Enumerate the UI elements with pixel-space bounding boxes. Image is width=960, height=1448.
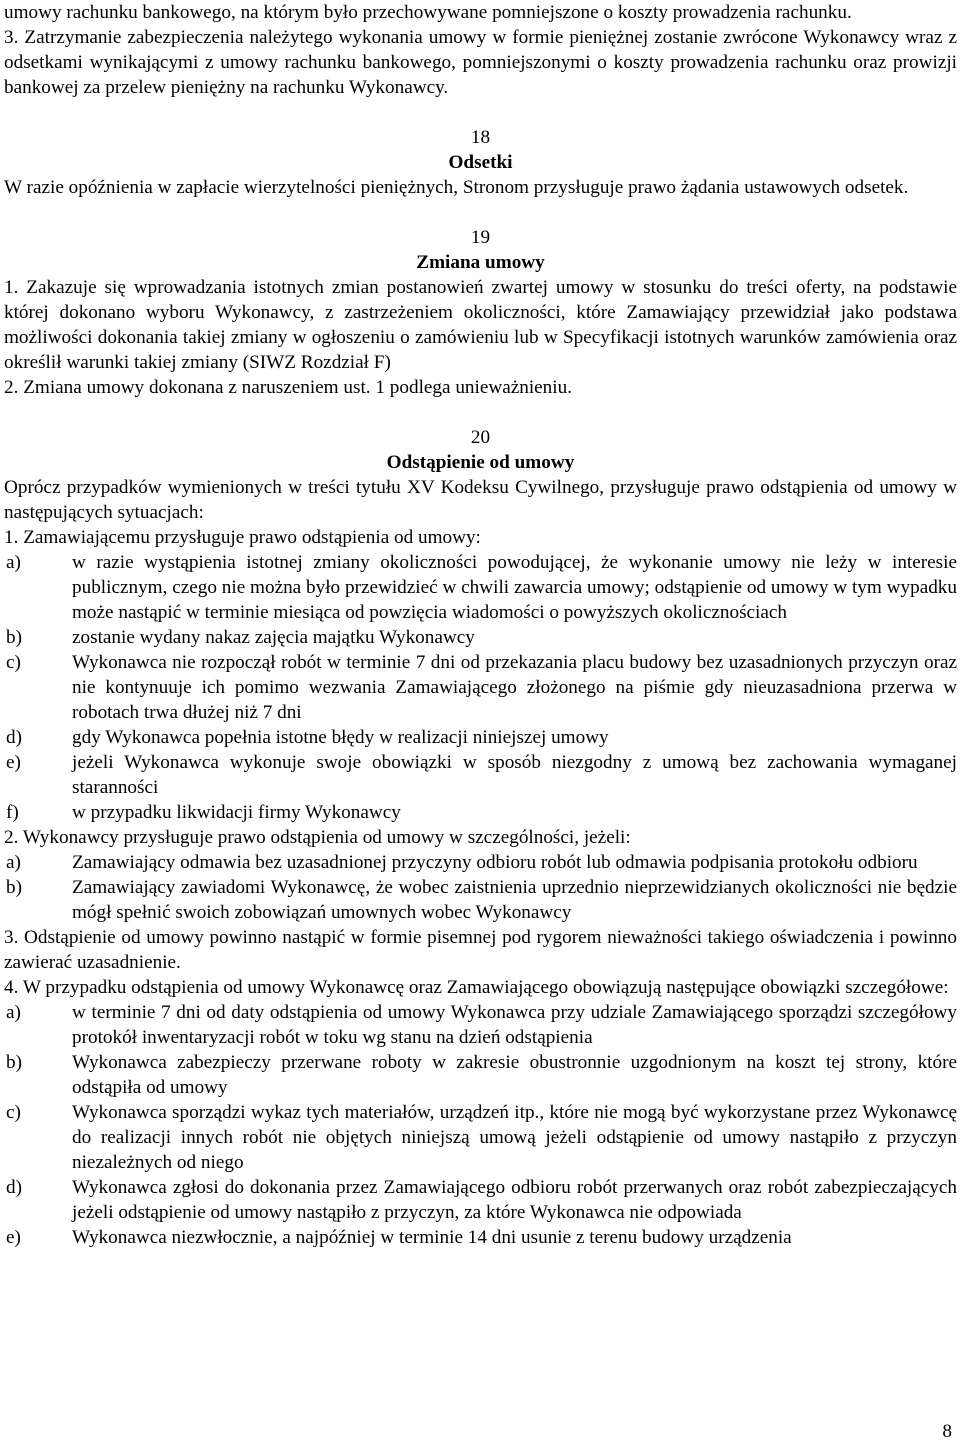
list-item-label: a)	[6, 1002, 21, 1023]
section-18-text: W razie opóźnienia w zapłacie wierzytelności pieniężnych, Stronom przysługuje prawo żądania ustawowych odsetek.	[4, 177, 909, 198]
list-item-label: d)	[6, 1177, 22, 1198]
list-item	[4, 1225, 957, 1250]
list-item-text: w przypadku likwidacji firmy Wykonawcy	[72, 802, 401, 823]
section-title: Odsetki	[448, 152, 513, 173]
section-number: 20	[470, 427, 491, 448]
list-item	[4, 1050, 957, 1100]
section-20-list-1	[4, 550, 957, 825]
section-20-list-4	[4, 1000, 957, 1250]
intro-paragraph-1: umowy rachunku bankowego, na którym było przechowywane pomniejszone o koszty prowadzenia rachunku.	[4, 2, 852, 23]
list-item-text: Wykonawca niezwłocznie, a najpóźniej w terminie 14 dni usunie z terenu budowy urządzenia	[72, 1227, 792, 1248]
list-item-label: e)	[6, 752, 21, 773]
list-item	[4, 625, 957, 650]
list-item-label: b)	[6, 627, 22, 648]
list-item	[4, 650, 957, 725]
list-item-label: a)	[6, 552, 21, 573]
list-item-label: b)	[6, 1052, 22, 1073]
list-item-text: Wykonawca zabezpieczy przerwane roboty w zakresie obustronnie uzgodnionym na koszt tej strony, które odstąpiła od umowy	[72, 1052, 957, 1098]
list-item-text: gdy Wykonawca popełnia istotne błędy w realizacji niniejszej umowy	[72, 727, 609, 748]
list-item-text: Zamawiający zawiadomi Wykonawcę, że wobec zaistnienia uprzednio nieprzewidzianych okoliczności nie będzie mógł spełnić swoich zobowiązań umownych wobec Wykonawcy	[72, 877, 957, 923]
section-19-paragraph-2: 2. Zmiana umowy dokonana z naruszeniem ust. 1 podlega unieważnieniu.	[4, 377, 572, 398]
section-18-heading	[4, 125, 957, 175]
section-20-list-2	[4, 850, 957, 925]
list-item	[4, 800, 957, 825]
list-item	[4, 550, 957, 625]
section-20-paragraph-4: 4. W przypadku odstąpienia od umowy Wykonawcę oraz Zamawiającego obowiązują następujące obowiązki szczegółowe:	[4, 977, 949, 998]
section-number: 18	[470, 127, 491, 148]
list-item-text: Zamawiający odmawia bez uzasadnionej przyczyny odbioru robót lub odmawia podpisania protokołu odbioru	[72, 852, 918, 873]
list-item-label: b)	[6, 877, 22, 898]
section-19-paragraph-1: 1. Zakazuje się wprowadzania istotnych zmian postanowień zwartej umowy w stosunku do treści oferty, na podstawie której dokonano wyboru Wykonawcy, z zastrzeżeniem okoliczności, które Zamawiający przewidział jako podstawa możliwości dokonania takiej zmiany w ogłoszeniu o zamówieniu lub w Specyfikacji istotnych warunków zamówienia oraz określił warunki takiej zmiany (SIWZ Rozdział F)	[4, 277, 957, 373]
section-20-paragraph-3: 3. Odstąpienie od umowy powinno nastąpić w formie pisemnej pod rygorem nieważności takiego oświadczenia i powinno zawierać uzasadnienie.	[4, 927, 957, 973]
section-number: 19	[470, 227, 491, 248]
list-item	[4, 750, 957, 800]
list-item-label: a)	[6, 852, 21, 873]
intro-paragraph-2: 3. Zatrzymanie zabezpieczenia należytego wykonania umowy w formie pieniężnej zostanie zwrócone Wykonawcy wraz z odsetkami wynikającymi z umowy rachunku bankowego, pomniejszonymi o koszty prowadzenia rachunku oraz prowizji bankowej za przelew pieniężny na rachunku Wykonawcy.	[4, 27, 957, 98]
list-item-text: Wykonawca sporządzi wykaz tych materiałów, urządzeń itp., które nie mogą być wykorzystane przez Wykonawcę do realizacji innych robót nie objętych niniejszą umową jeżeli odstąpienie od umowy nastąpiło z przyczyn niezależnych od niego	[72, 1102, 957, 1173]
page-number: 8	[942, 1421, 952, 1442]
section-19-heading	[4, 225, 957, 275]
document-body	[4, 0, 957, 1250]
list-item-label: e)	[6, 1227, 21, 1248]
list-item-text: Wykonawca nie rozpoczął robót w terminie 7 dni od przekazania placu budowy bez uzasadnionych przyczyn oraz nie kontynuuje ich pomimo wezwania Zamawiającego złożonego na piśmie gdy nieuzasadniona przerwa w robotach trwa dłużej niż 7 dni	[72, 652, 957, 723]
section-title: Zmiana umowy	[416, 252, 545, 273]
list-item	[4, 1100, 957, 1175]
list-item-text: w terminie 7 dni od daty odstąpienia od umowy Wykonawca przy udziale Zamawiającego sporządzi szczegółowy protokół inwentaryzacji robót w toku wg stanu na dzień odstąpienia	[72, 1002, 957, 1048]
section-20-paragraph-2: 2. Wykonawcy przysługuje prawo odstąpienia od umowy w szczególności, jeżeli:	[4, 827, 631, 848]
list-item-label: c)	[6, 652, 21, 673]
list-item	[4, 1175, 957, 1225]
list-item-label: f)	[6, 802, 19, 823]
list-item	[4, 1000, 957, 1050]
list-item	[4, 850, 957, 875]
list-item-text: zostanie wydany nakaz zajęcia majątku Wykonawcy	[72, 627, 475, 648]
section-20-intro: Oprócz przypadków wymienionych w treści tytułu XV Kodeksu Cywilnego, przysługuje prawo odstąpienia od umowy w następujących sytuacjach:	[4, 477, 957, 523]
list-item	[4, 725, 957, 750]
list-item-text: jeżeli Wykonawca wykonuje swoje obowiązki w sposób niezgodny z umową bez zachowania wymaganej staranności	[72, 752, 957, 798]
list-item-text: w razie wystąpienia istotnej zmiany okoliczności powodującej, że wykonanie umowy nie leży w interesie publicznym, czego nie można było przewidzieć w chwili zawarcia umowy; odstąpienie od umowy w tym wypadku może nastąpić w terminie miesiąca od powzięcia wiadomości o powyższych okolicznościach	[72, 552, 957, 623]
list-item	[4, 875, 957, 925]
list-item-label: d)	[6, 727, 22, 748]
section-20-heading	[4, 425, 957, 475]
list-item-text: Wykonawca zgłosi do dokonania przez Zamawiającego odbioru robót przerwanych oraz robót zabezpieczających jeżeli odstąpienie od umowy nastąpiło z przyczyn, za które Wykonawca nie odpowiada	[72, 1177, 957, 1223]
list-item-label: c)	[6, 1102, 21, 1123]
section-20-paragraph-1: 1. Zamawiającemu przysługuje prawo odstąpienia od umowy:	[4, 527, 481, 548]
section-title: Odstąpienie od umowy	[386, 452, 575, 473]
